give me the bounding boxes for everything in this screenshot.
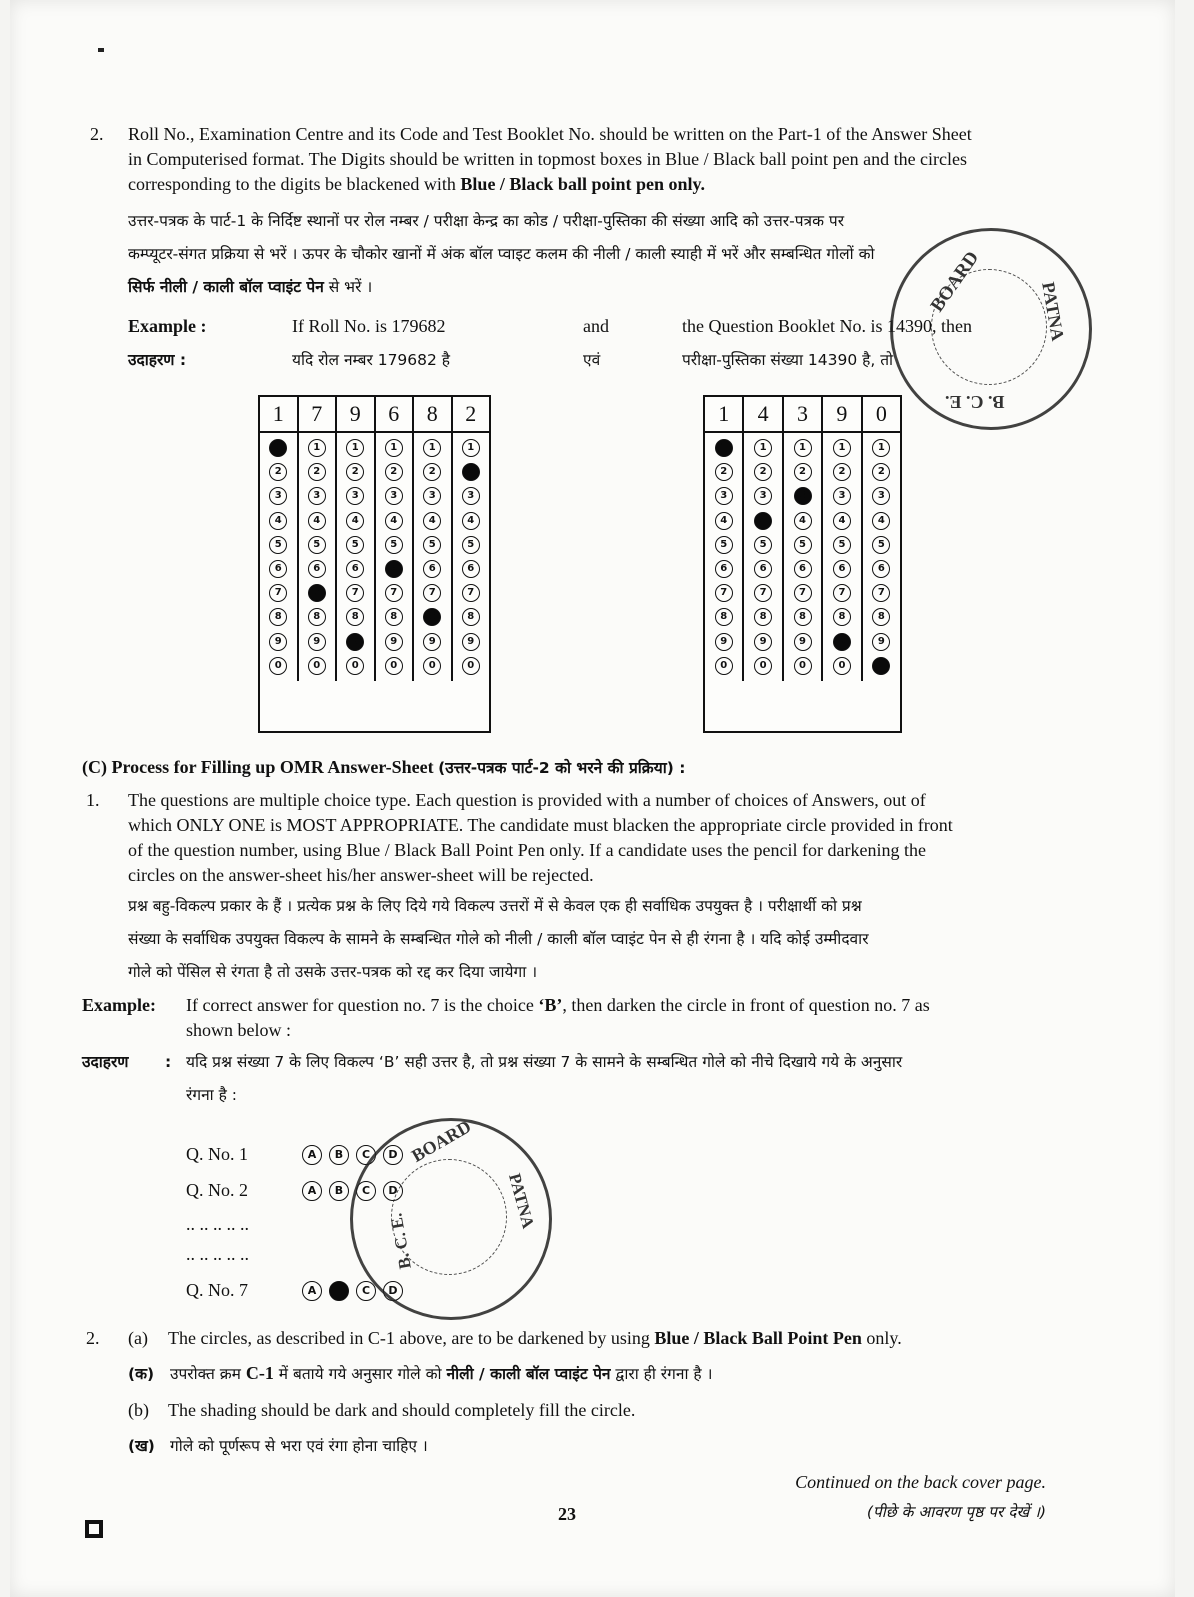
booklet-bubble-column: [705, 433, 744, 681]
booklet-bubble[interactable]: 6: [794, 560, 812, 578]
roll-bubble-filled[interactable]: 7: [308, 584, 326, 602]
item2-hindi-line3-plain: से भरें ।: [328, 278, 373, 296]
option-bubble[interactable]: B: [329, 1145, 349, 1165]
item2b-a-plain: The circles, as described in C-1 above, are to be darkened by using: [168, 1328, 650, 1348]
roll-bubble[interactable]: 4: [346, 512, 364, 530]
roll-grid-body: [260, 433, 489, 681]
roll-bubble[interactable]: 4: [385, 512, 403, 530]
option-bubble[interactable]: B: [329, 1181, 349, 1201]
booklet-digit-box: 9: [823, 397, 862, 431]
roll-bubble-filled[interactable]: 2: [462, 463, 480, 481]
roll-bubble[interactable]: 7: [269, 584, 287, 602]
roll-bubble[interactable]: 7: [385, 584, 403, 602]
booklet-bubble[interactable]: 1: [754, 439, 772, 457]
roll-bubble[interactable]: 8: [462, 608, 480, 626]
booklet-bubble[interactable]: 2: [794, 463, 812, 481]
dots-row-1: .. .. .. .. ..: [186, 1214, 249, 1234]
item2b-ka-label: (क): [128, 1365, 155, 1383]
roll-bubble-column: [453, 433, 490, 681]
roll-bubble[interactable]: 1: [423, 439, 441, 457]
roll-bubble[interactable]: 1: [346, 439, 364, 457]
booklet-bubble-filled[interactable]: 4: [754, 512, 772, 530]
board-stamp-seal-2: [350, 1118, 552, 1320]
booklet-bubble[interactable]: 5: [872, 536, 890, 554]
booklet-bubble[interactable]: 4: [715, 512, 733, 530]
roll-bubble[interactable]: 2: [346, 463, 364, 481]
booklet-grid-header: [705, 397, 900, 433]
item2-line3: [128, 172, 1088, 197]
roll-digit-box: 2: [465, 401, 477, 426]
section-c-line2: which ONLY ONE is MOST APPROPRIATE. The candidate must blacken the appropriate circle provided in front: [128, 815, 953, 835]
option-bubble[interactable]: C: [356, 1145, 376, 1165]
example2-choice-b: ‘B’: [538, 995, 563, 1015]
roll-bubble-filled[interactable]: 9: [346, 633, 364, 651]
roll-bubble[interactable]: 0: [269, 657, 287, 675]
option-bubble[interactable]: D: [383, 1145, 403, 1165]
roll-number-grid: [258, 395, 491, 733]
booklet-bubble[interactable]: 6: [872, 560, 890, 578]
booklet-bubble[interactable]: 3: [872, 487, 890, 505]
booklet-bubble[interactable]: 6: [833, 560, 851, 578]
booklet-bubble[interactable]: 2: [754, 463, 772, 481]
booklet-bubble[interactable]: 2: [872, 463, 890, 481]
example2-hindi: [186, 1046, 1086, 1112]
roll-bubble-column: [376, 433, 415, 681]
example-hin-booklet: परीक्षा-पुस्तिका संख्या 14390 है, तो: [682, 351, 894, 369]
roll-bubble[interactable]: 0: [385, 657, 403, 675]
roll-bubble[interactable]: 8: [385, 608, 403, 626]
dots-row-2: .. .. .. .. ..: [186, 1244, 249, 1264]
booklet-bubble[interactable]: 6: [754, 560, 772, 578]
booklet-bubble[interactable]: 3: [754, 487, 772, 505]
item2b-a-label: (a): [128, 1328, 148, 1348]
page-number: 23: [558, 1504, 576, 1524]
booklet-bubble[interactable]: 7: [872, 584, 890, 602]
roll-bubble[interactable]: 4: [269, 512, 287, 530]
option-bubble[interactable]: D: [383, 1281, 403, 1301]
booklet-bubble[interactable]: 0: [754, 657, 772, 675]
roll-bubble[interactable]: 8: [346, 608, 364, 626]
booklet-bubble[interactable]: 7: [715, 584, 733, 602]
q1-label: Q. No. 1: [186, 1144, 248, 1164]
booklet-bubble[interactable]: 7: [794, 584, 812, 602]
board-stamp-seal: [890, 228, 1092, 430]
booklet-digit-box: 1: [705, 397, 744, 431]
roll-bubble[interactable]: 9: [308, 633, 326, 651]
roll-bubble[interactable]: 2: [385, 463, 403, 481]
item2b-a-end: only.: [866, 1328, 902, 1348]
booklet-bubble[interactable]: 0: [833, 657, 851, 675]
booklet-bubble[interactable]: 9: [754, 633, 772, 651]
item2b-b-label: (b): [128, 1400, 149, 1420]
example-roll: If Roll No. is 179682: [292, 316, 446, 336]
booklet-bubble-filled[interactable]: 9: [833, 633, 851, 651]
roll-bubble[interactable]: 7: [346, 584, 364, 602]
example2-line1: [186, 993, 1086, 1018]
option-bubble[interactable]: A: [302, 1181, 322, 1201]
option-bubble[interactable]: C: [356, 1281, 376, 1301]
booklet-bubble[interactable]: 4: [872, 512, 890, 530]
roll-digit-box: 7: [299, 397, 338, 431]
roll-bubble[interactable]: 6: [462, 560, 480, 578]
roll-bubble[interactable]: 5: [308, 536, 326, 554]
booklet-bubble-column: [863, 433, 900, 681]
item2b-ka-plain3: द्वारा ही रंगना है ।: [615, 1365, 713, 1383]
roll-bubble[interactable]: 3: [423, 487, 441, 505]
section-c-heading-en: (C) Process for Filling up OMR Answer-Sheet: [82, 757, 434, 777]
booklet-bubble[interactable]: 5: [794, 536, 812, 554]
roll-bubble[interactable]: 0: [462, 657, 480, 675]
item2b-kha-text: गोले को पूर्णरूप से भरा एवं रंगा होना चाहिए ।: [170, 1437, 428, 1455]
booklet-bubble[interactable]: 8: [872, 608, 890, 626]
roll-digit-box: 6: [376, 397, 415, 431]
booklet-bubble[interactable]: 8: [715, 608, 733, 626]
stamp2-text-top: BOARD: [408, 1116, 475, 1166]
roll-bubble[interactable]: 5: [423, 536, 441, 554]
booklet-bubble[interactable]: 3: [833, 487, 851, 505]
booklet-bubble[interactable]: 6: [715, 560, 733, 578]
stamp-text-top: BOARD: [926, 247, 984, 316]
item2b-a-bold: Blue / Black Ball Point Pen: [654, 1328, 862, 1348]
stamp-text-side: PATNA: [1038, 280, 1069, 343]
roll-bubble[interactable]: 3: [269, 487, 287, 505]
item2-line1: Roll No., Examination Centre and its Code and Test Booklet No. should be written on the Part-1 of the Answer Sheet: [128, 124, 972, 144]
example2-line1-c: , then darken the circle in front of question no. 7 as: [562, 995, 930, 1015]
roll-bubble[interactable]: 8: [269, 608, 287, 626]
booklet-bubble[interactable]: 9: [872, 633, 890, 651]
roll-bubble-filled[interactable]: 1: [269, 439, 287, 457]
stamp-text-bottom: B. C. E.: [945, 392, 1005, 412]
roll-bubble[interactable]: 9: [462, 633, 480, 651]
item2-line2: in Computerised format. The Digits should be written in topmost boxes in Blue / Black ball point pen and the circles: [128, 149, 968, 169]
section-c-hindi: [128, 890, 1088, 989]
roll-bubble[interactable]: 3: [385, 487, 403, 505]
option-bubble[interactable]: A: [302, 1281, 322, 1301]
example2-hin-label: उदाहरण: [82, 1053, 129, 1071]
booklet-bubble[interactable]: 7: [754, 584, 772, 602]
option-bubble[interactable]: C: [356, 1181, 376, 1201]
example2-line2: shown below :: [186, 1020, 291, 1040]
booklet-bubble-filled[interactable]: 1: [715, 439, 733, 457]
booklet-bubble[interactable]: 5: [715, 536, 733, 554]
booklet-bubble[interactable]: 8: [833, 608, 851, 626]
example2-hin-colon: :: [165, 1053, 172, 1071]
booklet-bubble[interactable]: 7: [833, 584, 851, 602]
booklet-bubble[interactable]: 8: [754, 608, 772, 626]
roll-bubble-column: [337, 433, 376, 681]
roll-bubble-column: [299, 433, 338, 681]
booklet-bubble[interactable]: 5: [833, 536, 851, 554]
item2b-number: 2.: [86, 1328, 100, 1348]
booklet-bubble-filled[interactable]: 0: [872, 657, 890, 675]
roll-bubble[interactable]: 5: [346, 536, 364, 554]
section-c-heading: [82, 752, 685, 785]
roll-bubble[interactable]: 2: [269, 463, 287, 481]
roll-bubble[interactable]: 0: [423, 657, 441, 675]
roll-bubble[interactable]: 6: [269, 560, 287, 578]
item2-hindi-line1: उत्तर-पत्रक के पार्ट-1 के निर्दिष्ट स्थानों पर रोल नम्बर / परीक्षा केन्द्र का कोड / परीक्षा-पुस्तिका की संख्या आदि को उत्तर-पत्रक पर: [128, 212, 845, 230]
item2b-b-text: The shading should be dark and should completely fill the circle.: [168, 1400, 636, 1420]
q7-label: Q. No. 7: [186, 1280, 248, 1300]
section-c-hindi-line2: संख्या के सर्वाधिक उपयुक्त विकल्प के सामने के सम्बन्धित गोले को नीली / काली बॉल प्वाइंट पेन से ही रंगना है । यदि कोई उम्मीदवार: [128, 930, 869, 948]
item2b-ka-plain2: में बताये गये अनुसार गोले को: [278, 1365, 442, 1383]
section-c-line3: of the question number, using Blue / Black Ball Point Pen only. If a candidate uses the pencil for darkening the: [128, 840, 926, 860]
booklet-bubble[interactable]: 1: [833, 439, 851, 457]
item2b-ka-text: [170, 1358, 712, 1391]
stamp2-text-side: PATNA: [505, 1171, 538, 1231]
item2-line3-plain: corresponding to the digits be blackened with: [128, 174, 456, 194]
roll-digit-box: 8: [414, 397, 453, 431]
booklet-bubble[interactable]: 1: [794, 439, 812, 457]
roll-digit-box: 1: [260, 397, 299, 431]
q2-label: Q. No. 2: [186, 1180, 248, 1200]
roll-bubble[interactable]: 8: [308, 608, 326, 626]
item2-hindi-line2: कम्प्यूटर-संगत प्रक्रिया से भरें । ऊपर के चौकोर खानों में अंक बॉल प्वाइट कलम की नीली / काली स्याही में भरें और सम्बन्धित गोलों को: [128, 245, 875, 263]
booklet-bubble[interactable]: 9: [794, 633, 812, 651]
corner-square-mark: [85, 1520, 103, 1538]
roll-bubble[interactable]: 1: [385, 439, 403, 457]
booklet-bubble[interactable]: 5: [754, 536, 772, 554]
section-c-hindi-line1: प्रश्न बहु-विकल्प प्रकार के हैं । प्रत्येक प्रश्न के लिए दिये गये विकल्प उत्तरों में से केवल एक ही सर्वाधिक उपयुक्त है । परीक्षार्थी को प्रश्न: [128, 897, 862, 915]
section-c-line4: circles on the answer-sheet his/her answer-sheet will be rejected.: [128, 865, 594, 885]
booklet-bubble[interactable]: 2: [833, 463, 851, 481]
section-c-hindi-line3: गोले को पेंसिल से रंगता है तो उसके उत्तर-पत्रक को रद्द कर दिया जायेगा ।: [128, 963, 538, 981]
roll-bubble[interactable]: 6: [423, 560, 441, 578]
roll-bubble-filled[interactable]: 6: [385, 560, 403, 578]
roll-bubble[interactable]: 6: [308, 560, 326, 578]
roll-bubble[interactable]: 4: [308, 512, 326, 530]
booklet-bubble[interactable]: 0: [794, 657, 812, 675]
roll-bubble[interactable]: 7: [423, 584, 441, 602]
section-c-paragraph: [128, 788, 1088, 888]
section-c-line1: The questions are multiple choice type. Each question is provided with a number of choices of Answers, out of: [128, 790, 926, 810]
roll-bubble-filled[interactable]: 8: [423, 608, 441, 626]
roll-bubble[interactable]: 6: [346, 560, 364, 578]
roll-grid-header: [260, 397, 489, 433]
booklet-bubble-filled[interactable]: 3: [794, 487, 812, 505]
booklet-bubble[interactable]: 1: [872, 439, 890, 457]
roll-bubble[interactable]: 5: [462, 536, 480, 554]
item2b-ka-bold2: नीली / काली बॉल प्वाइंट पेन: [446, 1365, 611, 1383]
booklet-bubble-column: [744, 433, 783, 681]
booklet-grid-body: [705, 433, 900, 681]
stamp2-text-bottom: B. C. E.: [386, 1211, 415, 1271]
roll-bubble[interactable]: 5: [385, 536, 403, 554]
roll-bubble[interactable]: 1: [308, 439, 326, 457]
option-bubble[interactable]: D: [383, 1181, 403, 1201]
item2-paragraph: [128, 122, 1088, 197]
booklet-digit-box: 0: [875, 401, 887, 426]
item2b-kha-label: (ख): [128, 1437, 155, 1455]
example-hin-roll: यदि रोल नम्बर 179682 है: [292, 351, 451, 369]
option-bubble[interactable]: A: [302, 1145, 322, 1165]
booklet-bubble-column: [823, 433, 862, 681]
item2-line3-bold: Blue / Black ball point pen only.: [460, 174, 705, 194]
item2-hindi-line3-bold: सिर्फ नीली / काली बॉल प्वाइंट पेन: [128, 278, 324, 296]
scan-speck-mark: [98, 48, 104, 52]
roll-bubble[interactable]: 0: [308, 657, 326, 675]
example-label: Example :: [128, 316, 207, 336]
roll-bubble[interactable]: 3: [462, 487, 480, 505]
booklet-bubble[interactable]: 0: [715, 657, 733, 675]
roll-bubble[interactable]: 3: [308, 487, 326, 505]
roll-bubble-column: [414, 433, 453, 681]
roll-bubble-column: [260, 433, 299, 681]
booklet-bubble-column: [784, 433, 823, 681]
booklet-bubble[interactable]: 9: [715, 633, 733, 651]
roll-digit-box: 9: [337, 397, 376, 431]
item2b-a-text: [168, 1326, 902, 1351]
roll-bubble[interactable]: 5: [269, 536, 287, 554]
item-number: 2.: [90, 124, 104, 144]
example2-label: Example:: [82, 995, 156, 1015]
continued-note-hindi: (पीछे के आवरण पृष्ठ पर देखें ।): [866, 1503, 1046, 1521]
roll-bubble[interactable]: 4: [462, 512, 480, 530]
booklet-digit-box: 3: [784, 397, 823, 431]
section-c-item-number: 1.: [86, 790, 100, 810]
section-c-heading-hin: (उत्तर-पत्रक पार्ट-2 को भरने की प्रक्रिया) :: [438, 759, 686, 777]
booklet-digit-box: 4: [744, 397, 783, 431]
booklet-bubble[interactable]: 4: [794, 512, 812, 530]
roll-bubble[interactable]: 1: [462, 439, 480, 457]
booklet-bubble[interactable]: 2: [715, 463, 733, 481]
example-and: and: [583, 316, 609, 336]
booklet-bubble[interactable]: 3: [715, 487, 733, 505]
example2-text: [186, 993, 1086, 1043]
roll-bubble[interactable]: 0: [346, 657, 364, 675]
example-hin-label: उदाहरण :: [128, 351, 187, 369]
roll-bubble[interactable]: 4: [423, 512, 441, 530]
item2b-ka-plain1: उपरोक्त क्रम: [170, 1365, 241, 1383]
roll-bubble[interactable]: 9: [423, 633, 441, 651]
roll-bubble[interactable]: 3: [346, 487, 364, 505]
example-hin-and: एवं: [583, 351, 601, 369]
example2-hindi-line2: रंगना है :: [186, 1086, 237, 1104]
example2-line1-a: If correct answer for question no. 7 is the choice: [186, 995, 539, 1015]
booklet-bubble[interactable]: 8: [794, 608, 812, 626]
continued-note: Continued on the back cover page.: [795, 1472, 1046, 1492]
roll-bubble[interactable]: 7: [462, 584, 480, 602]
roll-bubble[interactable]: 9: [269, 633, 287, 651]
booklet-bubble[interactable]: 4: [833, 512, 851, 530]
roll-bubble[interactable]: 9: [385, 633, 403, 651]
option-bubble-filled[interactable]: B: [329, 1281, 349, 1301]
example2-hindi-line1: यदि प्रश्न संख्या 7 के लिए विकल्प ‘B’ सही उत्तर है, तो प्रश्न संख्या 7 के सामने के सम्बन्धित गोले को नीचे दिखाये गये के अनुसार: [186, 1053, 903, 1071]
item2b-ka-bold1: C-1: [245, 1363, 274, 1383]
document-page: [10, 0, 1175, 1597]
roll-bubble[interactable]: 2: [423, 463, 441, 481]
roll-bubble[interactable]: 2: [308, 463, 326, 481]
booklet-number-grid: [703, 395, 902, 733]
example-booklet: the Question Booklet No. is 14390, then: [682, 316, 972, 336]
